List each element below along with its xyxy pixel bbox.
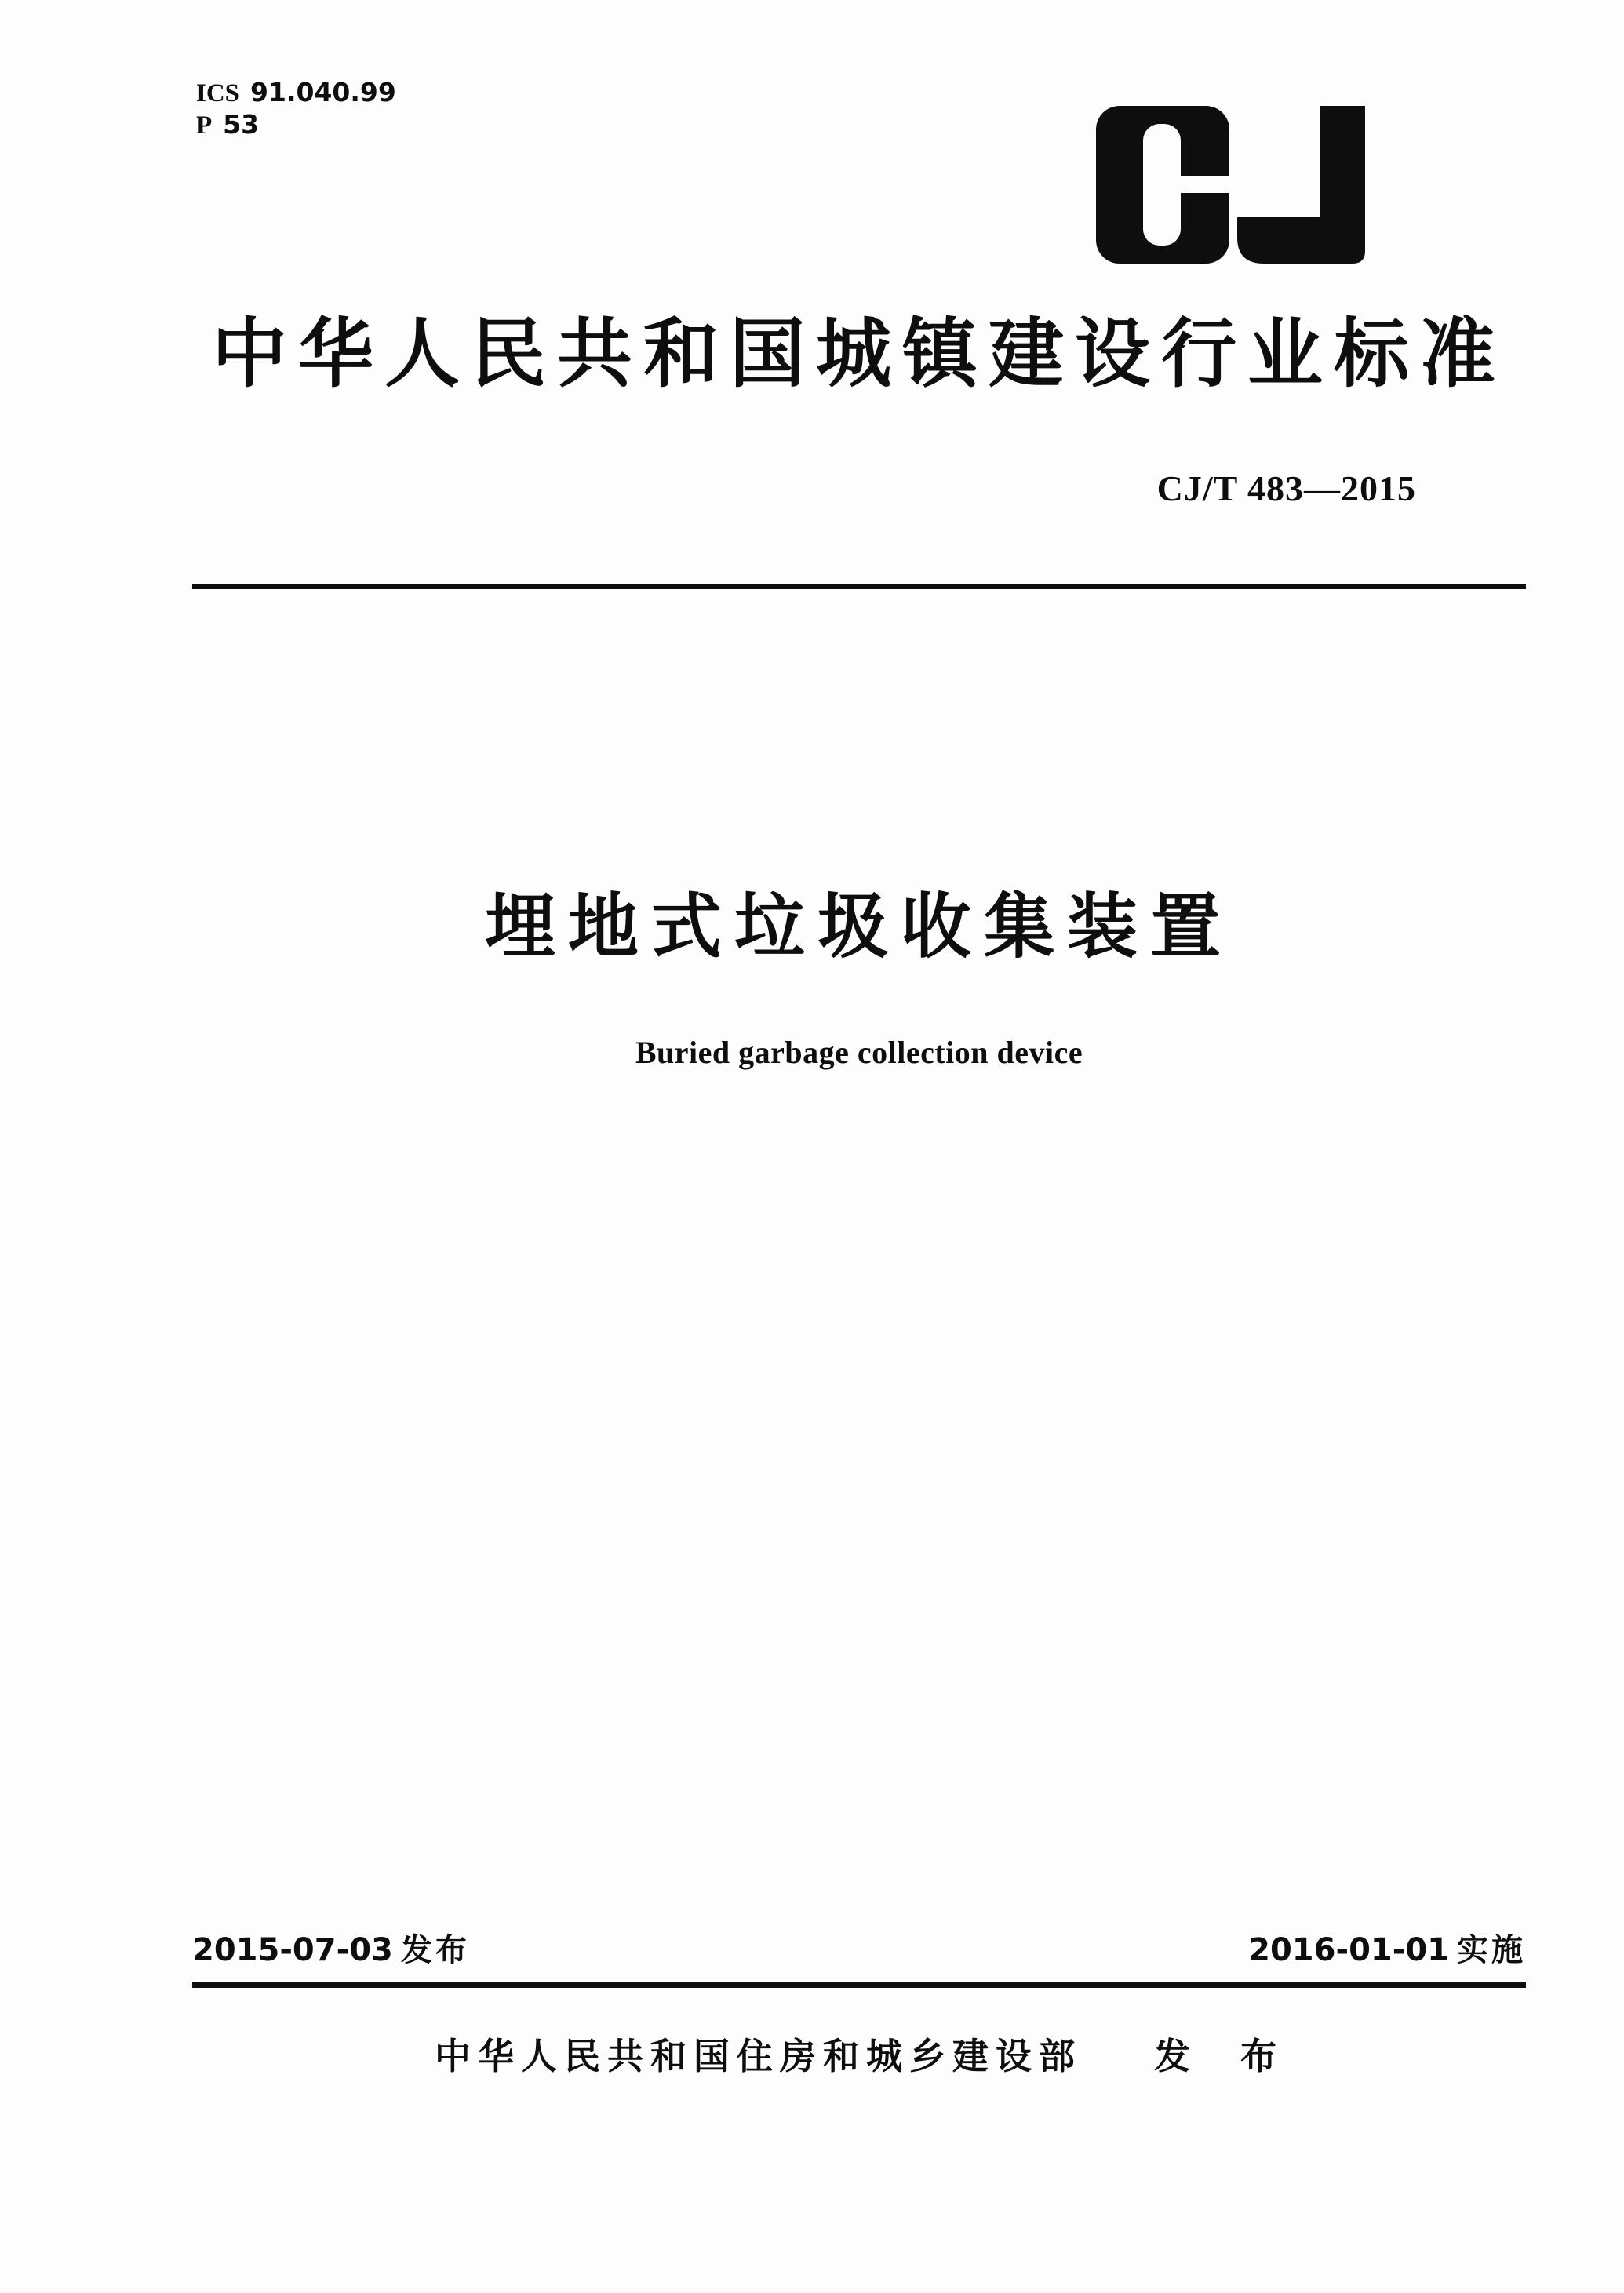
class-code: 53 [223,109,260,140]
class-label: P [196,111,213,140]
ics-code: 91.040.99 [250,77,396,107]
ics-line [196,77,396,109]
top-rule [192,584,1526,589]
cj-logo [1094,104,1365,265]
bottom-rule [192,1982,1526,1988]
classification-line [196,109,396,141]
issue-date: 2015-07-03 [192,1932,393,1968]
publisher-name: 中华人民共和国住房和城乡建设部 [435,2036,1082,2076]
implement-date: 2016-01-01 [1248,1932,1449,1968]
document-title-zh: 埋地式垃圾收集装置 [485,888,1233,966]
issue-date-block [192,1931,470,1969]
standard-number: CJ/T 483—2015 [1156,468,1416,508]
cover-content [192,0,1526,2293]
cj-logo-graphic [1094,104,1365,265]
publish-label: 发 布 [1154,2036,1284,2076]
ics-block [196,77,396,141]
publisher-line [192,2035,1526,2077]
document-title-en: Buried garbage collection device [635,1035,1083,1070]
issue-label: 发布 [400,1933,470,1967]
implement-date-block [1248,1931,1526,1969]
ics-label: ICS [196,79,240,107]
standard-type-title: 中华人民共和国城镇建设行业标准 [212,312,1506,396]
dates-row [192,1931,1526,1969]
implement-label: 实施 [1457,1933,1526,1967]
